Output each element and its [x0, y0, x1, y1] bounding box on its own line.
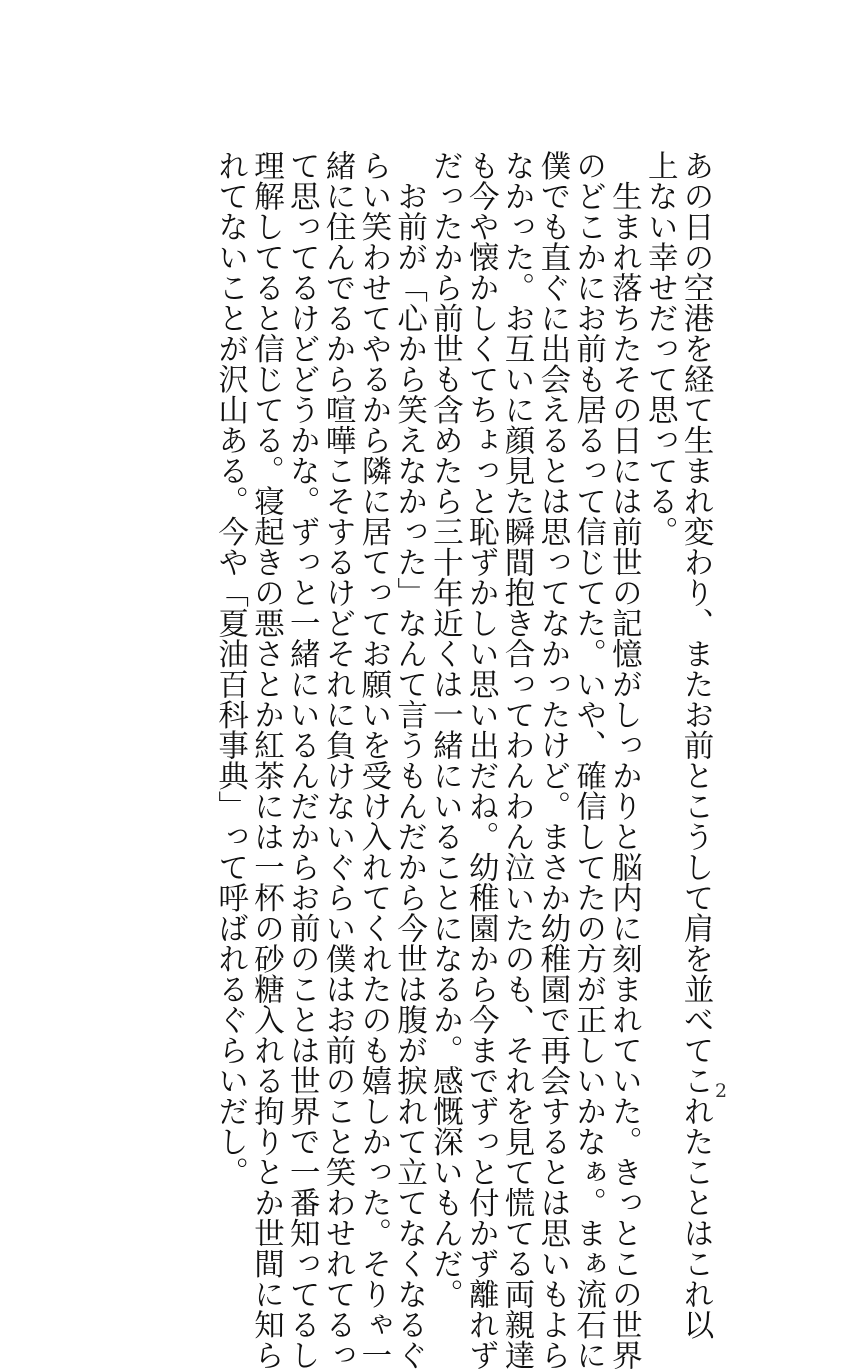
- text-line: 僕でも直ぐに出会えるとは思ってなかったけど。まさか幼稚園で再会するとは思いもよら: [534, 150, 570, 1370]
- text-line: れてないことが沢山ある。今や「夏油百科事典」って呼ばれるぐらいだし。: [212, 150, 248, 1187]
- text-line: だったから前世も含めたら三十年近くは一緒にいることになるか。感慨深いもんだ。: [427, 150, 463, 1309]
- text-line: 緒に住んでるから喧嘩こそするけどそれに負けないぐらい僕はお前のこと笑わせれてるっ: [320, 150, 356, 1370]
- text-line: お前が「心から笑えなかった」なんて言うもんだから今世は腹が捩れて立てなくなるぐ: [391, 150, 427, 1370]
- text-line: 生まれ落ちたその日には前世の記憶がしっかりと脳内に刻まれていた。きっとこの世界: [606, 150, 642, 1370]
- text-line: て思ってるけどどうかな。ずっと一緒にいるんだからお前のことは世界で一番知ってるし: [284, 150, 320, 1370]
- text-line: 上ない幸せだって思ってる。: [642, 150, 678, 547]
- text-line: らい笑わせてやるから隣に居てってお願いを受け入れてくれたのも嬉しかった。そりゃ一: [355, 150, 391, 1370]
- text-line: も今や懐かしくてちょっと恥ずかしい思い出だね。幼稚園から今までずっと付かず離れず: [463, 150, 499, 1370]
- text-line: なかった。お互いに顔見た瞬間抱き合ってわんわん泣いたのも、それを見て慌てる両親達: [499, 150, 535, 1370]
- page-number: 2: [715, 1080, 728, 1102]
- text-line: のどこかにお前も居るって信じてた。いや、確信してたの方が正しいかなぁ。まぁ流石に: [570, 150, 606, 1370]
- text-line: あの日の空港を経て生まれ変わり、またお前とこうして肩を並べてこれたことはこれ以: [678, 150, 713, 1340]
- vertical-text-body: [212, 150, 713, 1370]
- text-line: 理解してると信じてる。寝起きの悪さとか紅茶には一杯の砂糖入れる拘りとか世間に知ら: [248, 150, 284, 1370]
